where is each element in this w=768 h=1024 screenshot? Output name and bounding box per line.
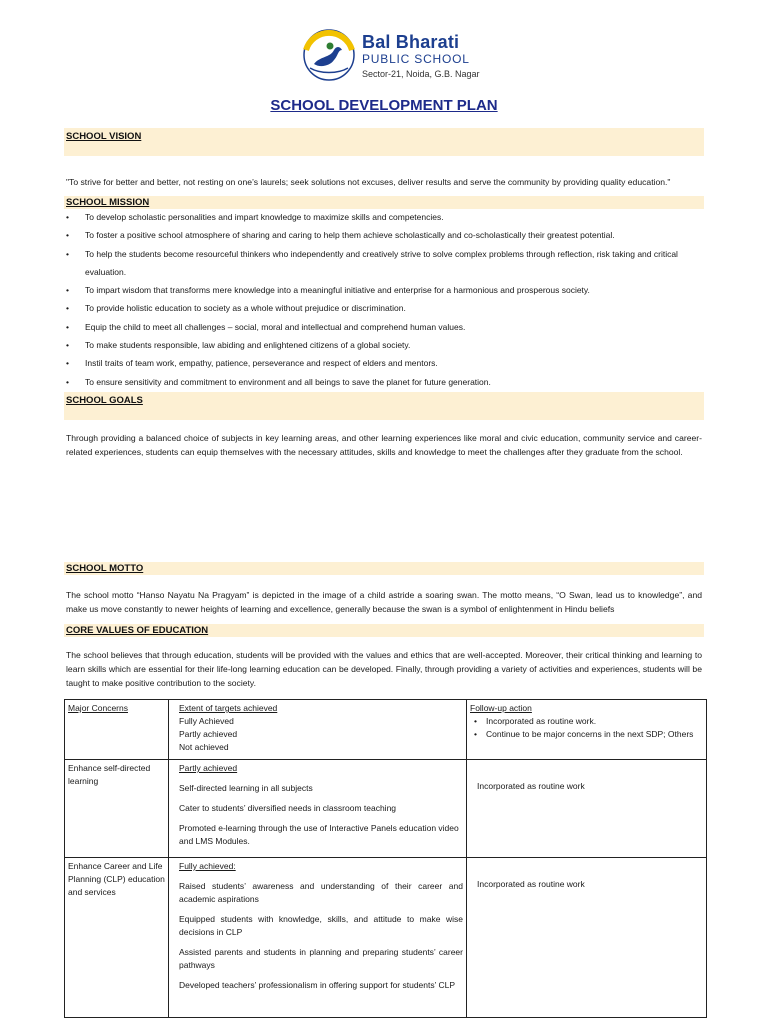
followup-cell: Incorporated as routine work xyxy=(467,760,707,858)
achievement-item: Developed teachers’ professionalism in offering support for students’ CLP xyxy=(179,980,456,990)
status-label: Fully achieved: xyxy=(179,861,236,871)
mission-item: • Instil traits of team work, empathy, patience, perseverance and respect of elders and mentors. xyxy=(66,354,706,372)
mission-item: • To ensure sensitivity and commitment to environment and all beings to save the planet for future generation. xyxy=(66,373,706,391)
table-row xyxy=(65,858,707,1018)
table-header-cell xyxy=(65,700,169,760)
followup-option: • Continue to be major concerns in the next SDP; Others xyxy=(470,728,703,741)
achievement-item: Equipped students with knowledge, skills, and attitude to make wise decisions in CLP xyxy=(179,914,463,937)
followup-options xyxy=(470,715,703,741)
mission-item: • To develop scholastic personalities and impart knowledge to maximize skills and competencies. xyxy=(66,208,706,226)
school-name: Bal Bharati xyxy=(362,32,460,52)
concern-cell: Enhance Career and Life Planning (CLP) education and services xyxy=(65,858,169,1018)
table-row xyxy=(65,760,707,858)
mission-item: • To provide holistic education to society as a whole without prejudice or discrimination. xyxy=(66,299,706,317)
mission-item: • To help the students become resourceful thinkers who independently and creatively strive to solve complex problems through reflection, risk taking and critical evaluation. xyxy=(66,245,706,282)
core-values-text: The school believes that through education, students will be provided with the values and ethics that are well-accepted. Moreover, their critical thinking and learning to learn skills which are essential for their life-long learning education can be developed. Finally, through providing a variety of activities and experiences, students will be taught to make positive contribution to the society. xyxy=(66,650,702,688)
vision-text: "To strive for better and better, not resting on one’s laurels; seek solutions not excuses, deliver results and serve the community by providing quality education." xyxy=(66,177,671,187)
status-label: Partly achieved xyxy=(179,763,238,773)
document-title-text: SCHOOL DEVELOPMENT PLAN xyxy=(270,97,498,114)
motto-text: The school motto “Hanso Nayatu Na Pragyam” is depicted in the image of a child astride a soaring swan. The motto means, “O Swan, lead us to knowledge”, and make us move constantly to newer heights of learning and excellence, generally because the swan is a symbol of enlightenment in Hindu beliefs xyxy=(66,590,702,614)
goals-text: Through providing a balanced choice of subjects in key learning areas, and other learning experiences like moral and civic education, community service and career-related experiences, students can equip themselves with the necessary attitudes, skills and knowledge to meet the challenges after they graduate from the school. xyxy=(66,433,702,457)
extent-option: Not achieved xyxy=(179,742,229,752)
concern-cell: Enhance self-directed learning xyxy=(65,760,169,858)
table-header-cell xyxy=(467,700,707,760)
school-address: Sector-21, Noida, G.B. Nagar xyxy=(362,69,480,79)
document-title xyxy=(0,97,768,114)
development-plan-table xyxy=(64,699,707,1018)
vision-band xyxy=(64,128,704,156)
swan-emblem-icon xyxy=(300,28,358,82)
achievement-item: Raised students’ awareness and understanding of their career and academic aspirations xyxy=(179,881,463,904)
achievement-item: Assisted parents and students in planning and preparing students’ career pathways xyxy=(179,947,463,970)
followup-header: Follow-up action xyxy=(470,703,532,713)
vision-heading: SCHOOL VISION xyxy=(66,131,142,142)
motto-band xyxy=(64,562,704,575)
mission-item: • To foster a positive school atmosphere of sharing and caring to help them achieve scholastically and co-scholastically their greatest potential. xyxy=(66,226,706,244)
mission-heading: SCHOOL MISSION xyxy=(66,197,150,208)
mission-item: • To impart wisdom that transforms mere knowledge into a meaningful initiative and enterprise for a harmonious and prosperous society. xyxy=(66,281,706,299)
extent-header: Extent of targets achieved xyxy=(179,703,278,713)
mission-item: • To make students responsible, law abiding and enlightened citizens of a global society. xyxy=(66,336,706,354)
school-subtitle: PUBLIC SCHOOL xyxy=(362,52,470,66)
mission-item: • Equip the child to meet all challenges – social, moral and intellectual and comprehend human values. xyxy=(66,318,706,336)
achievement-item: Self-directed learning in all subjects xyxy=(179,783,313,793)
goals-band xyxy=(64,392,704,420)
goals-heading: SCHOOL GOALS xyxy=(66,395,143,406)
mission-list xyxy=(66,208,706,391)
achievement-item: Promoted e-learning through the use of Interactive Panels education video and LMS Modules. xyxy=(179,823,459,846)
followup-cell: Incorporated as routine work xyxy=(467,858,707,1018)
core-values-heading: CORE VALUES OF EDUCATION xyxy=(66,625,209,636)
followup-option: • Incorporated as routine work. xyxy=(470,715,703,728)
table-header-cell xyxy=(169,700,467,760)
achievement-item: Cater to students’ diversified needs in classroom teaching xyxy=(179,803,397,813)
extent-option: Fully Achieved xyxy=(179,716,234,726)
table-header-row xyxy=(65,700,707,760)
school-logo xyxy=(300,28,490,84)
extent-cell xyxy=(169,760,467,858)
major-concerns-header: Major Concerns xyxy=(68,703,128,713)
extent-option: Partly achieved xyxy=(179,729,238,739)
motto-heading: SCHOOL MOTTO xyxy=(66,563,144,574)
extent-cell xyxy=(169,858,467,1018)
